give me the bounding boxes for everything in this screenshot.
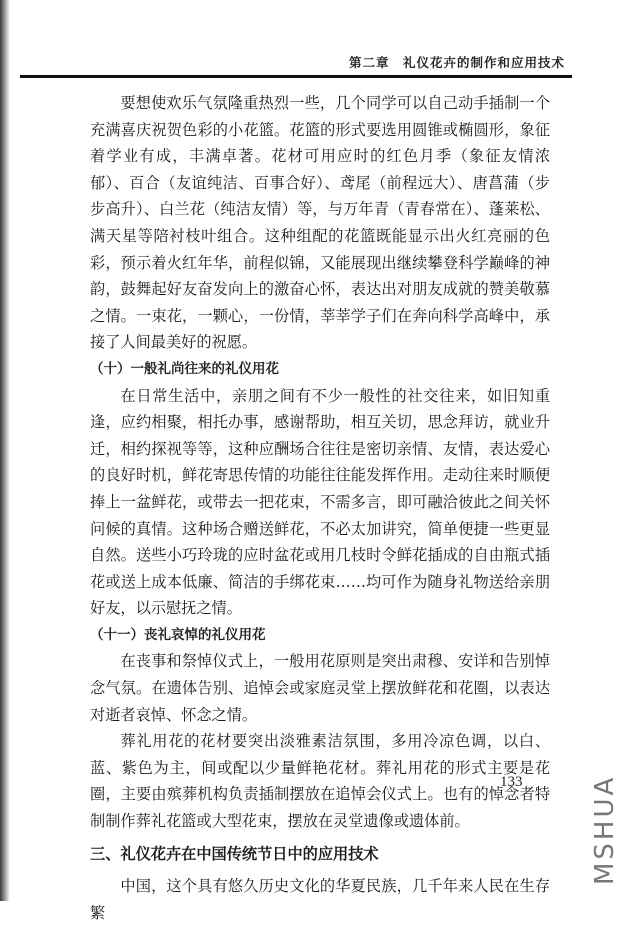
subheading-social-flowers: （十）一般礼尚往来的礼仪用花 <box>90 360 279 377</box>
page-number: 133 <box>500 774 523 790</box>
section-heading-festivals: 三、礼仪花卉在中国传统节日中的应用技术 <box>90 844 379 863</box>
watermark-text: MSHUA <box>590 774 620 885</box>
paragraph-funeral-principles: 在丧事和祭悼仪式上，一般用花原则是突出肃穆、安详和告别悼念气氛。在遗体告别、追悼会或家庭灵堂上摆放鲜花和花圈，以表达对逝者哀悼、怀念之情。 <box>90 652 550 724</box>
page-binding-shadow <box>0 0 10 901</box>
paragraph-social-occasions: 在日常生活中，亲朋之间有不少一般性的社交往来，如旧知重逢，应约相聚，相托办事，感谢帮助，相互关切，思念拜访，就业升迁，相约探视等等，这种应酬场合往往是密切亲情、友情，表达爱心的良好时机，鲜花寄思传情的功能往往能发挥作用。走动往来时顺便捧上一盆鲜花，或带去一把花束，不需多言，即可融洽彼此之间关怀问候的真情。这种场合赠送鲜花，不必太加讲究，简单便捷一些更显自然。送些小巧玲珑的应时盆花或用几枝时令鲜花插成的自由瓶式插花或送上成本低廉、简洁的手绑花束……均可作为随身礼物送给亲朋好友，以示慰抚之情。 <box>90 386 550 618</box>
header-rule <box>20 75 572 78</box>
body-text <box>90 90 550 926</box>
subheading-funeral-flowers: （十一）丧礼哀悼的礼仪用花 <box>90 626 266 643</box>
running-header: 第二章 礼仪花卉的制作和应用技术 <box>348 55 565 70</box>
paragraph-funeral-materials: 葬礼用花的花材要突出淡雅素洁氛围，多用冷凉色调，以白、蓝、紫色为主，间或配以少量鲜艳花材。葬礼用花的形式主要是花圈，主要由殡葬机构负责插制摆放在追悼会仪式上。也有的悼念者特制制作葬礼花篮或大型花束，摆放在灵堂遗像或遗体前。 <box>90 732 550 831</box>
paragraph-flower-basket: 要想使欢乐气氛隆重热烈一些，几个同学可以自己动手插制一个充满喜庆祝贺色彩的小花篮。花篮的形式要选用圆锥或椭圆形，象征着学业有成，丰满卓著。花材可用应时的红色月季（象征友情浓郁）、百合（友谊纯洁、百事合好）、鸢尾（前程远大）、唐菖蒲（步步高升）、白兰花（纯洁友情）等，与万年青（青春常在）、蓬莱松、满天星等陪衬枝叶组合。这种组配的花篮既能显示出火红亮丽的色彩，预示着火红年华，前程似锦，又能展现出继续攀登科学巅峰的神韵，鼓舞起好友奋发向上的激奋心怀，表达出对朋友成就的赞美敬慕之情。一束花，一颗心，一份情，莘莘学子们在奔向科学高峰中，承接了人间最美好的祝愿。 <box>90 94 550 352</box>
paragraph-festivals-intro: 中国，这个具有悠久历史文化的华夏民族，几千年来人民在生存繁 <box>90 877 550 922</box>
watermark <box>586 740 620 890</box>
